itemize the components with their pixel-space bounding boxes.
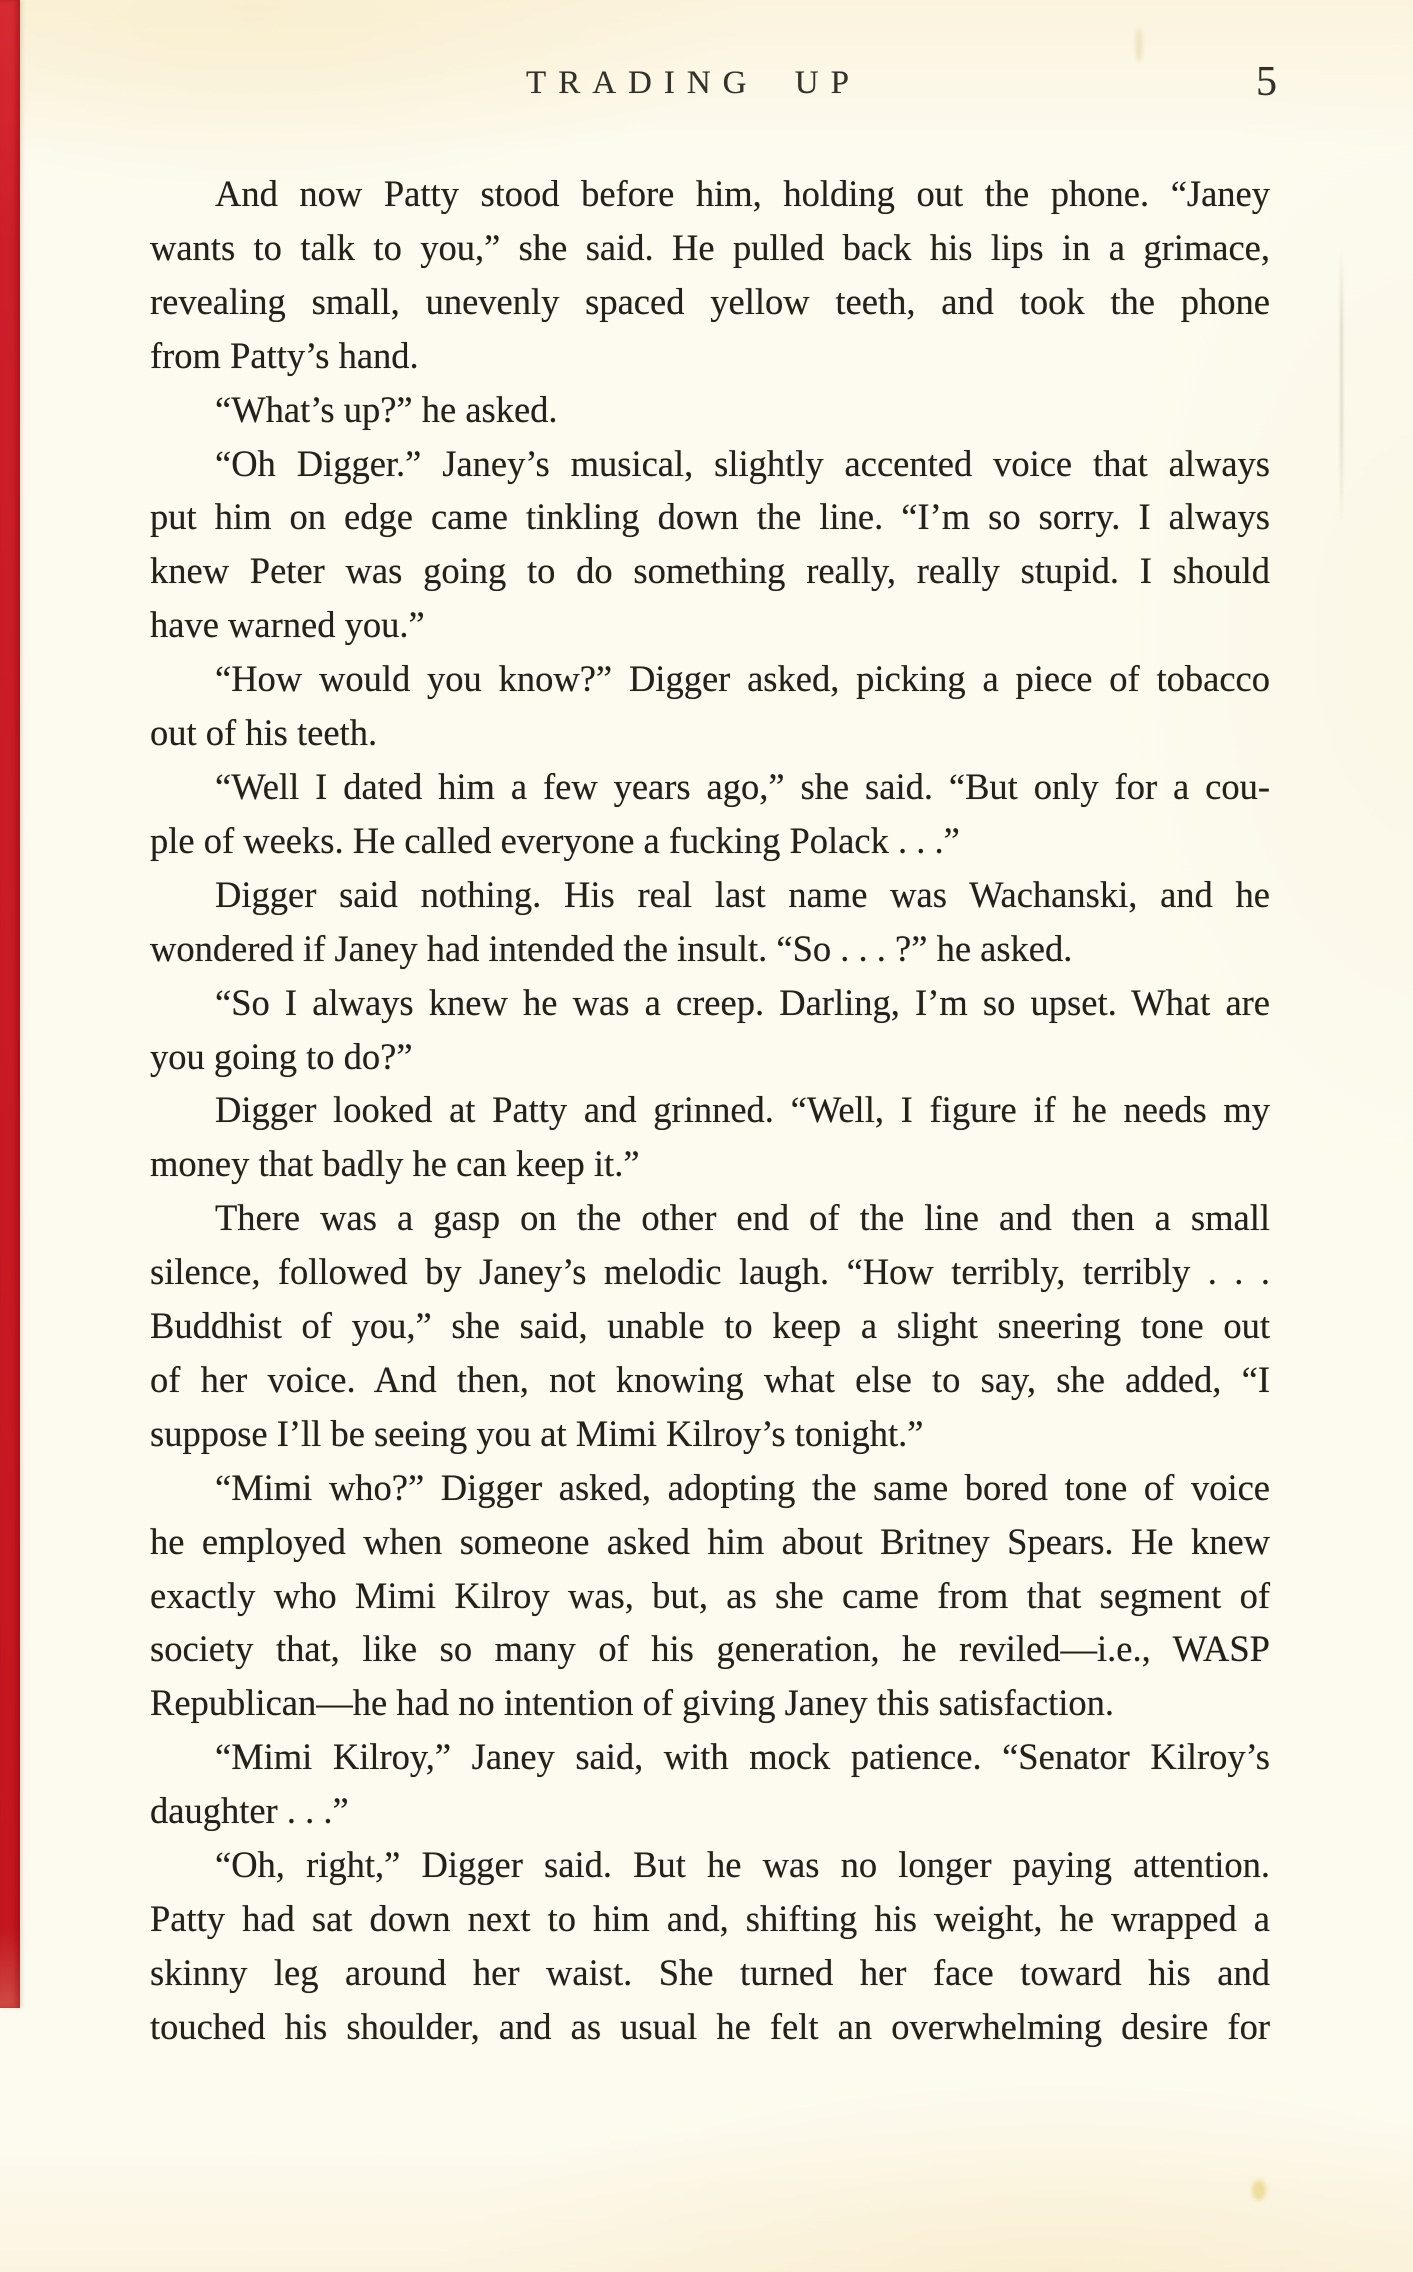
text-line: wondered if Janey had intended the insult. “So . . . ?” he asked. (150, 927, 1073, 969)
scan-speck (1136, 28, 1142, 62)
text-line: Republican—he had no intention of giving Janey this satisfaction. (150, 1682, 1115, 1724)
text-line: wants to talk to you,” she said. He pulled back his lips in a grimace, (150, 226, 1270, 268)
running-title: TRADING UP (526, 65, 861, 101)
text-line: silence, followed by Janey’s melodic laugh. “How terribly, terribly . . . (150, 1251, 1270, 1293)
text-line: “What’s up?” he asked. (215, 388, 558, 430)
text-line: knew Peter was going to do something really, really stupid. I should (150, 550, 1270, 592)
text-line: “So I always knew he was a creep. Darling, I’m so upset. What are (215, 981, 1270, 1023)
text-line: put him on edge came tinkling down the line. “I’m so sorry. I always (150, 496, 1270, 538)
text-line: Buddhist of you,” she said, unable to keep a slight sneering tone out (150, 1305, 1270, 1347)
text-line: Digger said nothing. His real last name was Wachanski, and he (215, 873, 1270, 915)
running-header (0, 66, 1387, 100)
text-line: he employed when someone asked him about Britney Spears. He knew (150, 1520, 1270, 1562)
page-number: 5 (1256, 59, 1277, 105)
text-line: touched his shoulder, and as usual he felt an overwhelming desire for (150, 2005, 1270, 2047)
text-line: “Oh, right,” Digger said. But he was no longer paying attention. (215, 1844, 1270, 1886)
text-line: Digger looked at Patty and grinned. “Well, I figure if he needs my (215, 1089, 1270, 1131)
text-line: you going to do?” (150, 1035, 413, 1077)
text-line: daughter . . .” (150, 1790, 349, 1832)
text-line: money that badly he can keep it.” (150, 1143, 640, 1185)
text-line: There was a gasp on the other end of the line and then a small (215, 1197, 1270, 1239)
text-line: Patty had sat down next to him and, shifting his weight, he wrapped a (150, 1898, 1270, 1939)
text-block (150, 167, 1270, 2054)
text-line: of her voice. And then, not knowing what else to say, she added, “I (150, 1358, 1270, 1400)
text-line: from Patty’s hand. (150, 334, 419, 376)
scan-speck (1252, 2180, 1266, 2200)
text-line: exactly who Mimi Kilroy was, but, as she came from that segment of (150, 1574, 1270, 1616)
book-spine-edge (0, 0, 20, 2008)
text-line: And now Patty stood before him, holding out the phone. “Janey (215, 173, 1270, 214)
text-line: revealing small, unevenly spaced yellow teeth, and took the phone (150, 280, 1270, 322)
scan-crease-mark (1340, 248, 1343, 528)
text-line: skinny leg around her waist. She turned her face toward his and (150, 1951, 1270, 1993)
text-line: out of his teeth. (150, 712, 378, 754)
text-line: “Oh Digger.” Janey’s musical, slightly accented voice that always (215, 442, 1270, 484)
text-line: “Well I dated him a few years ago,” she said. “But only for a cou- (215, 765, 1270, 807)
text-line: “How would you know?” Digger asked, picking a piece of tobacco (215, 658, 1270, 700)
text-line: have warned you.” (150, 604, 425, 646)
text-line: “Mimi who?” Digger asked, adopting the same bored tone of voice (215, 1466, 1270, 1508)
text-line: suppose I’ll be seeing you at Mimi Kilroy’s tonight.” (150, 1412, 924, 1454)
text-line: “Mimi Kilroy,” Janey said, with mock patience. “Senator Kilroy’s (215, 1736, 1270, 1778)
text-line: ple of weeks. He called everyone a fucking Polack . . .” (150, 819, 960, 861)
text-line: society that, like so many of his generation, he reviled—i.e., WASP (150, 1628, 1270, 1670)
